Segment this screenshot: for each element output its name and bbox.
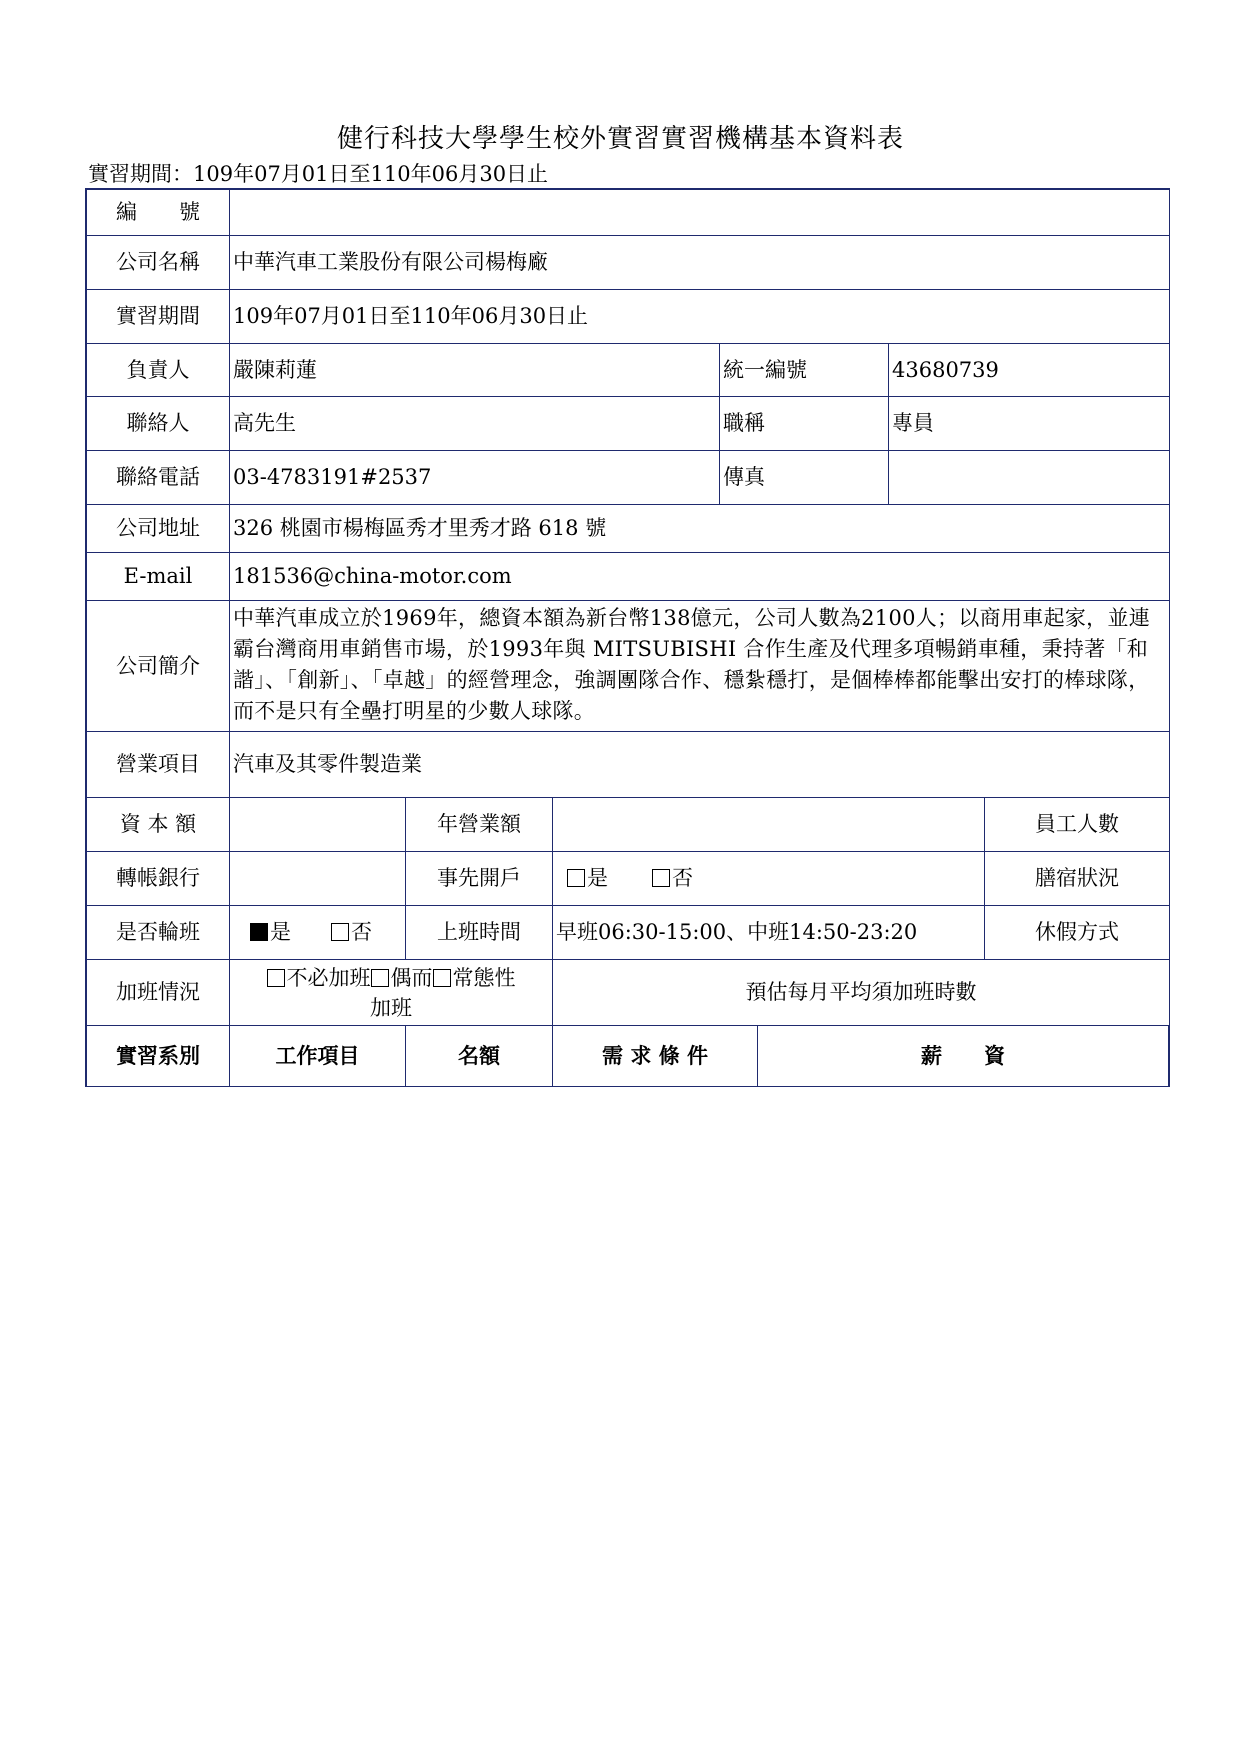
overtime-option-continuation: 加班 <box>370 995 412 1020</box>
value-contact[interactable]: 高先生 <box>230 397 720 451</box>
value-phone[interactable]: 03-4783191#2537 <box>230 451 720 505</box>
row-shift <box>85 906 1170 960</box>
company-intro-text: 中華汽車成立於1969年，總資本額為新台幣138億元，公司人數為2100人；以商用車起家，並連霸台灣商用車銷售市場，於1993年與 MITSUBISHI 合作生產及代理多項暢銷車種，秉持著「和諧」、「創新」、「卓越」的經營理念，強調團隊合作、穩紮穩打，是個棒棒都能擊出安打的棒球隊，而不是只有全壘打明星的少數人球隊。 <box>233 606 1151 723</box>
header-dept: 實習系別 <box>85 1026 230 1087</box>
value-fax[interactable] <box>889 451 1170 505</box>
overtime-options-line <box>267 963 516 993</box>
value-company-name[interactable]: 中華汽車工業股份有限公司楊梅廠 <box>230 236 1170 290</box>
checkbox-icon <box>567 869 585 887</box>
label-company-name: 公司名稱 <box>85 236 230 290</box>
row-contact <box>85 397 1170 451</box>
label-contact: 聯絡人 <box>85 397 230 451</box>
overtime-options <box>230 960 553 1026</box>
row-phone <box>85 451 1170 505</box>
row-bank <box>85 852 1170 906</box>
label-capital: 資 本 額 <box>85 798 230 852</box>
value-capital[interactable] <box>230 798 406 852</box>
overtime-regular-checkbox[interactable]: 常態性 <box>433 966 516 990</box>
row-number <box>85 190 1170 236</box>
overtime-none-checkbox[interactable]: 不必加班 <box>267 966 371 990</box>
form-title: 健行科技大學學生校外實習實習機構基本資料表 <box>336 124 904 154</box>
checkbox-icon <box>331 923 349 941</box>
pre-open-options <box>553 852 985 906</box>
row-owner <box>85 344 1170 397</box>
row-company-name <box>85 236 1170 290</box>
overtime-sometimes-checkbox[interactable]: 偶而 <box>371 966 433 990</box>
value-job-title[interactable]: 專員 <box>889 397 1170 451</box>
value-work-hours[interactable]: 早班06:30-15:00、中班14:50-23:20 <box>553 906 985 960</box>
shift-yes-checkbox[interactable]: 是 <box>250 918 291 946</box>
label-intro: 公司簡介 <box>85 601 230 732</box>
label-pre-open: 事先開戶 <box>406 852 553 906</box>
label-leave: 休假方式 <box>985 906 1170 960</box>
value-period[interactable]: 109年07月01日至110年06月30日止 <box>230 290 1170 344</box>
label-email: E-mail <box>85 553 230 601</box>
label-address: 公司地址 <box>85 505 230 553</box>
label-fax: 傳真 <box>720 451 889 505</box>
shift-no-checkbox[interactable]: 否 <box>331 918 372 946</box>
label-overtime-hours: 預估每月平均須加班時數 <box>553 960 1170 1026</box>
header-salary: 薪 資 <box>758 1026 1170 1087</box>
row-overtime <box>85 960 1170 1026</box>
value-number[interactable] <box>230 190 1170 236</box>
value-intro-cell[interactable] <box>230 601 1170 732</box>
label-board: 膳宿狀況 <box>985 852 1170 906</box>
row-address <box>85 505 1170 553</box>
checkbox-icon <box>267 969 285 987</box>
row-capital <box>85 798 1170 852</box>
row-email <box>85 553 1170 601</box>
label-bank: 轉帳銀行 <box>85 852 230 906</box>
label-owner: 負責人 <box>85 344 230 397</box>
value-address[interactable]: 326 桃園市楊梅區秀才里秀才路 618 號 <box>230 505 1170 553</box>
label-business: 營業項目 <box>85 732 230 798</box>
value-tax-id[interactable]: 43680739 <box>889 344 1170 397</box>
label-overtime: 加班情況 <box>85 960 230 1026</box>
checked-box-icon <box>250 923 268 941</box>
checkbox-icon <box>371 969 389 987</box>
value-revenue[interactable] <box>553 798 985 852</box>
value-bank[interactable] <box>230 852 406 906</box>
label-number: 編 號 <box>85 190 230 236</box>
row-intro <box>85 601 1170 732</box>
label-job-title: 職稱 <box>720 397 889 451</box>
label-shift: 是否輪班 <box>85 906 230 960</box>
row-business <box>85 732 1170 798</box>
checkbox-icon <box>652 869 670 887</box>
pre-open-no-checkbox[interactable]: 否 <box>652 864 693 892</box>
label-work-hours: 上班時間 <box>406 906 553 960</box>
value-business[interactable]: 汽車及其零件製造業 <box>230 732 1170 798</box>
checkbox-icon <box>433 969 451 987</box>
row-position-header <box>85 1026 1170 1087</box>
label-revenue: 年營業額 <box>406 798 553 852</box>
pre-open-yes-checkbox[interactable]: 是 <box>567 864 608 892</box>
shift-options <box>230 906 406 960</box>
label-employees: 員工人數 <box>985 798 1170 852</box>
internship-period-header: 實習期間：109年07月01日至110年06月30日止 <box>88 162 549 186</box>
header-work-item: 工作項目 <box>230 1026 406 1087</box>
header-requirements: 需 求 條 件 <box>553 1026 758 1087</box>
row-period <box>85 290 1170 344</box>
label-period: 實習期間 <box>85 290 230 344</box>
label-phone: 聯絡電話 <box>85 451 230 505</box>
label-tax-id: 統一編號 <box>720 344 889 397</box>
header-quota: 名額 <box>406 1026 553 1087</box>
value-owner[interactable]: 嚴陳莉蓮 <box>230 344 720 397</box>
value-email[interactable]: 181536@china-motor.com <box>230 553 1170 601</box>
